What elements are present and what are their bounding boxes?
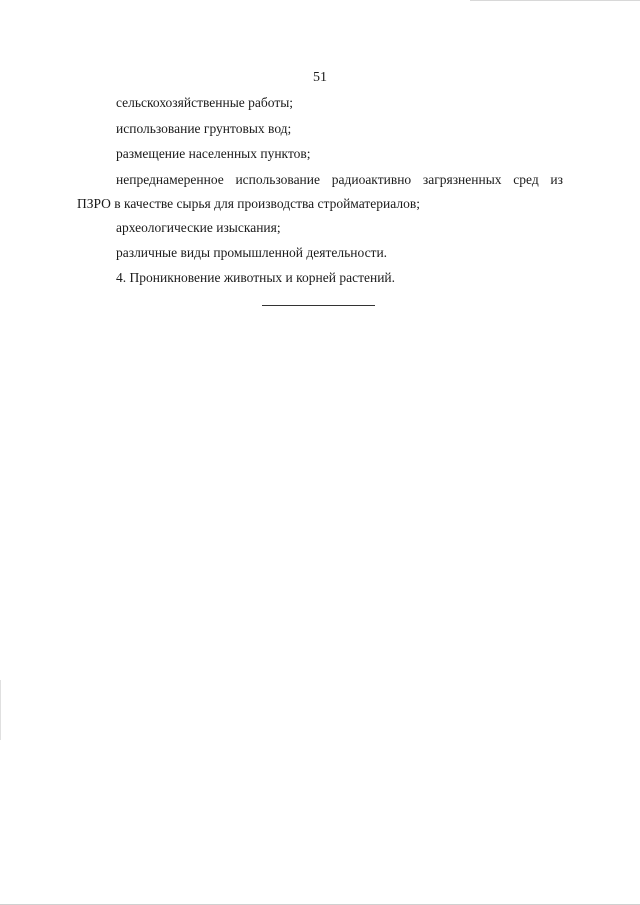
- numbered-item-4: 4. Проникновение животных и корней растений.: [116, 270, 396, 285]
- scan-artifact-left: [0, 680, 1, 740]
- list-item-archaeological-surveys: археологические изыскания;: [116, 220, 281, 235]
- page-number: 51: [313, 70, 327, 85]
- section-end-rule: [262, 305, 375, 306]
- list-item-unintended-use-line1: непреднамеренное использование радиоактивно загрязненных сред из: [116, 172, 563, 187]
- list-item-groundwater-use: использование грунтовых вод;: [116, 121, 292, 136]
- list-item-agricultural-work: сельскохозяйственные работы;: [116, 95, 294, 110]
- list-item-industrial-activity: различные виды промышленной деятельности.: [116, 245, 388, 260]
- list-item-settlements: размещение населенных пунктов;: [116, 146, 311, 161]
- list-item-unintended-use-line2: ПЗРО в качестве сырья для производства стройматериалов;: [77, 196, 420, 211]
- scan-artifact-top: [470, 0, 640, 1]
